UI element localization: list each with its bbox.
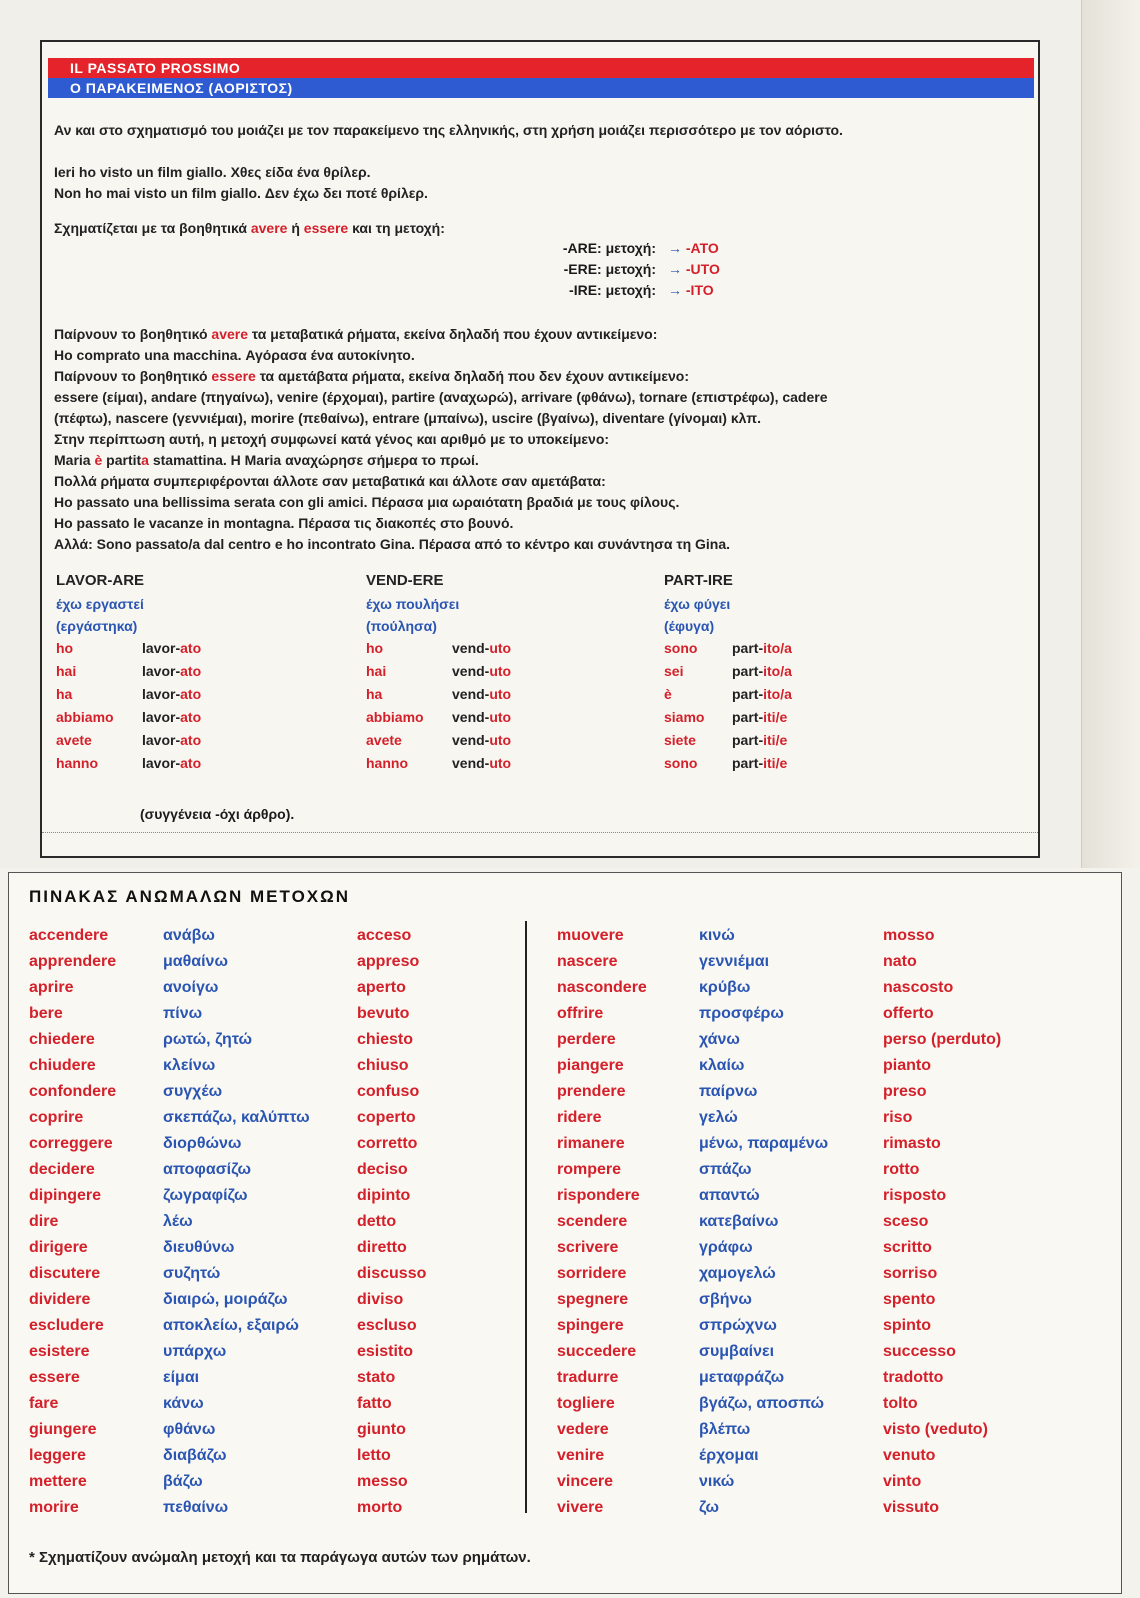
conj-ending: ato — [180, 663, 202, 679]
greek-meaning: ρωτώ, ζητώ — [163, 1031, 253, 1048]
footnote: * Σχηματίζουν ανώμαλη μετοχή και τα παράγωγα αυτών των ρημάτων. — [29, 1549, 531, 1566]
infinitive: prendere — [557, 1083, 626, 1100]
infinitive: succedere — [557, 1343, 637, 1360]
p3-post: τα αμετάβατα ρήματα, εκείνα δηλαδή που δεν έχουν αντικείμενο: — [255, 368, 689, 384]
right-greek — [699, 923, 828, 1521]
participle: perso (perduto) — [883, 1031, 1002, 1048]
dual-verbs-note: Πολλά ρήματα συμπεριφέρονται άλλοτε σαν μεταβατικά και άλλοτε σαν αμετάβατα: — [54, 473, 606, 489]
infinitive: bere — [29, 1005, 63, 1022]
formation-line — [54, 218, 445, 239]
dotted-divider — [42, 832, 1038, 833]
table-title: ΠΙΝΑΚΑΣ ΑΝΩΜΑΛΩΝ ΜΕΤΟΧΩΝ — [29, 887, 351, 906]
rule-result: -ATO — [685, 240, 719, 256]
participle: chiuso — [357, 1057, 409, 1074]
participle: sceso — [883, 1213, 929, 1230]
rule-result: -ITO — [685, 282, 714, 298]
conj-ending: uto — [489, 732, 512, 748]
conj-stem: vend- — [452, 663, 490, 679]
p7-ending: a — [141, 452, 149, 468]
infinitive: rompere — [557, 1161, 622, 1178]
greek-meaning: κινώ — [699, 927, 735, 944]
rule-ending: -IRE: μετοχή: — [569, 282, 656, 298]
conj-ending: ito/a — [763, 663, 792, 679]
conj-stem: part- — [732, 755, 764, 771]
conj-ending: ato — [180, 732, 202, 748]
infinitive: scrivere — [557, 1239, 619, 1256]
conj-stem: part- — [732, 663, 764, 679]
infinitive: nascere — [557, 953, 618, 970]
participle: letto — [357, 1447, 391, 1464]
conj-aux: sei — [664, 663, 684, 679]
conj-row — [664, 752, 792, 775]
greek-meaning: κλείνω — [163, 1057, 216, 1074]
conj-row — [664, 683, 792, 706]
participle: venuto — [883, 1447, 936, 1464]
infinitive: dire — [29, 1213, 59, 1230]
participle: morto — [357, 1499, 403, 1516]
conj-stem: lavor- — [142, 686, 181, 702]
conj-aux: ha — [56, 686, 73, 702]
greek-meaning: απαντώ — [699, 1187, 760, 1204]
conj-stem: part- — [732, 686, 764, 702]
greek-meaning: κάνω — [163, 1395, 204, 1412]
participle: offerto — [883, 1005, 934, 1022]
conj-aux: avete — [366, 732, 402, 748]
conj-greek: έχω πουλήσει — [366, 596, 460, 612]
conj-row — [664, 729, 792, 752]
infinitive: vincere — [557, 1473, 614, 1490]
conj-row — [366, 660, 511, 683]
conj-greek: έχω φύγει — [664, 596, 731, 612]
agreement-example — [54, 450, 479, 471]
greek-meaning: σβήνω — [699, 1291, 752, 1308]
participle: nato — [883, 953, 917, 970]
right-infinitives — [557, 923, 647, 1521]
greek-meaning: σκεπάζω, καλύπτω — [163, 1109, 310, 1126]
infinitive: discutere — [29, 1265, 101, 1282]
conjugation-vendere — [366, 572, 511, 775]
infinitive: leggere — [29, 1447, 86, 1464]
infinitive: dirigere — [29, 1239, 88, 1256]
participle-rules — [542, 238, 766, 301]
infinitive: dividere — [29, 1291, 91, 1308]
conj-row — [56, 683, 201, 706]
greek-meaning: γράφω — [699, 1239, 753, 1256]
conj-aux: ha — [366, 686, 383, 702]
infinitive: spingere — [557, 1317, 624, 1334]
greek-meaning: διευθύνω — [163, 1239, 235, 1256]
conj-stem: lavor- — [142, 732, 181, 748]
participle: fatto — [357, 1395, 392, 1412]
conj-ending: iti/e — [763, 755, 788, 771]
participle: preso — [883, 1083, 927, 1100]
greek-meaning: ανοίγω — [163, 979, 219, 996]
passato-prossimo-box — [40, 40, 1040, 858]
greek-meaning: μαθαίνω — [163, 953, 228, 970]
infinitive: mettere — [29, 1473, 87, 1490]
participle: riso — [883, 1109, 913, 1126]
p7-mid: partit — [102, 452, 142, 468]
conj-aux: ho — [56, 640, 74, 656]
conj-stem: lavor- — [142, 709, 181, 725]
infinitive: togliere — [557, 1395, 615, 1412]
conj-greek: έχω εργαστεί — [56, 596, 144, 612]
rule-row — [542, 280, 766, 301]
participle: diviso — [357, 1291, 404, 1308]
formation-pre: Σχηματίζεται με τα βοηθητικά — [54, 220, 251, 236]
infinitive: confondere — [29, 1083, 117, 1100]
infinitive: esistere — [29, 1343, 90, 1360]
infinitive: muovere — [557, 927, 624, 944]
conj-row — [56, 706, 201, 729]
infinitive: chiudere — [29, 1057, 96, 1074]
greek-meaning: γεννιέμαι — [699, 953, 770, 970]
infinitive: rimanere — [557, 1135, 625, 1152]
infinitive: vivere — [557, 1499, 604, 1516]
title-italian: IL PASSATO PROSSIMO — [70, 60, 241, 76]
greek-meaning: ζωγραφίζω — [163, 1187, 248, 1204]
essere-usage — [54, 366, 689, 387]
conj-ending: iti/e — [763, 709, 788, 725]
p7-aux: è — [94, 452, 103, 468]
conj-row — [664, 660, 792, 683]
greek-meaning: αποκλείω, εξαιρώ — [163, 1317, 299, 1334]
conj-greek-past: (πούλησα) — [366, 618, 437, 634]
greek-meaning: λέω — [163, 1213, 193, 1230]
participle: acceso — [357, 927, 412, 944]
greek-meaning: μεταφράζω — [699, 1369, 785, 1386]
conjugation-lavorare — [56, 572, 201, 775]
conj-ending: iti/e — [763, 732, 788, 748]
conj-ending: uto — [489, 663, 512, 679]
greek-meaning: κλαίω — [699, 1057, 745, 1074]
right-participles — [883, 923, 1001, 1521]
greek-meaning: χάνω — [699, 1031, 740, 1048]
conj-ending: ato — [180, 709, 202, 725]
conj-row — [664, 706, 792, 729]
infinitive: offrire — [557, 1005, 604, 1022]
conj-aux: siamo — [664, 709, 705, 725]
participle: successo — [883, 1343, 956, 1360]
participle: aperto — [357, 979, 406, 996]
conj-stem: vend- — [452, 709, 490, 725]
irregular-participles-table — [8, 872, 1122, 1594]
conj-ending: ato — [180, 640, 202, 656]
infinitive: tradurre — [557, 1369, 619, 1386]
participle: discusso — [357, 1265, 427, 1282]
conj-aux: hai — [366, 663, 387, 679]
greek-meaning: φθάνω — [163, 1421, 216, 1438]
example-2: Non ho mai visto un film giallo. Δεν έχω δει ποτέ θρίλερ. — [54, 185, 428, 201]
participle: risposto — [883, 1187, 947, 1204]
participle: scritto — [883, 1239, 932, 1256]
conj-stem: vend- — [452, 732, 490, 748]
formation-mid: ή — [287, 220, 304, 236]
infinitive: decidere — [29, 1161, 95, 1178]
greek-meaning: διαιρώ, μοιράζω — [163, 1291, 288, 1308]
greek-meaning: έρχομαι — [699, 1447, 759, 1464]
infinitive: apprendere — [29, 953, 117, 970]
formation-avere: avere — [250, 220, 288, 236]
essere-verbs-1: essere (είμαι), andare (πηγαίνω), venire (έρχομαι), partire (αναχωρώ), arrivare (φθάνω), tornare (επιστρέφω), cadere — [54, 389, 828, 405]
greek-meaning: είμαι — [163, 1369, 200, 1386]
participle: vissuto — [883, 1499, 940, 1516]
agreement-rule: Στην περίπτωση αυτή, η μετοχή συμφωνεί κατά γένος και αριθμό με το υποκείμενο: — [54, 431, 610, 447]
infinitive: chiedere — [29, 1031, 95, 1048]
conj-row — [56, 752, 201, 775]
conj-row — [56, 637, 201, 660]
conj-head: VEND-ERE — [366, 572, 444, 589]
conj-row — [664, 637, 792, 660]
participle: stato — [357, 1369, 396, 1386]
conj-greek-past: (εργάστηκα) — [56, 618, 138, 634]
infinitive: escludere — [29, 1317, 104, 1334]
greek-meaning: υπάρχω — [163, 1343, 227, 1360]
greek-meaning: πίνω — [163, 1005, 203, 1022]
infinitive: accendere — [29, 927, 109, 944]
greek-meaning: προσφέρω — [699, 1005, 784, 1022]
infinitive: nascondere — [557, 979, 647, 996]
conj-aux: abbiamo — [56, 709, 114, 725]
participle: pianto — [883, 1057, 931, 1074]
left-greek — [163, 923, 310, 1521]
conj-stem: part- — [732, 640, 764, 656]
participle: mosso — [883, 927, 935, 944]
participle: corretto — [357, 1135, 418, 1152]
conj-ending: uto — [489, 686, 512, 702]
greek-meaning: σπρώχνω — [699, 1317, 777, 1334]
arrow-icon: → — [668, 282, 682, 298]
p1-word: avere — [211, 326, 249, 342]
infinitive: coprire — [29, 1109, 84, 1126]
conj-row — [366, 637, 511, 660]
greek-meaning: κρύβω — [699, 979, 751, 996]
infinitive: sorridere — [557, 1265, 627, 1282]
rule-row — [542, 238, 766, 259]
participle: esistito — [357, 1343, 414, 1360]
participle: chiesto — [357, 1031, 414, 1048]
infinitive: perdere — [557, 1031, 616, 1048]
participle: deciso — [357, 1161, 408, 1178]
participle: tolto — [883, 1395, 918, 1412]
infinitive: dipingere — [29, 1187, 102, 1204]
conj-ending: ito/a — [763, 640, 792, 656]
infinitive: giungere — [29, 1421, 97, 1438]
greek-meaning: διορθώνω — [163, 1135, 242, 1152]
infinitive: morire — [29, 1499, 79, 1516]
left-participles — [357, 923, 426, 1521]
greek-meaning: διαβάζω — [163, 1447, 227, 1464]
conj-greek-past: (έφυγα) — [664, 618, 715, 634]
greek-meaning: αποφασίζω — [163, 1161, 252, 1178]
conj-aux: abbiamo — [366, 709, 424, 725]
formation-post: και τη μετοχή: — [348, 220, 445, 236]
conj-stem: lavor- — [142, 663, 181, 679]
infinitive: venire — [557, 1447, 605, 1464]
arrow-icon: → — [668, 261, 682, 277]
conj-aux: siete — [664, 732, 696, 748]
conjugation-partire — [664, 572, 792, 775]
greek-meaning: σπάζω — [699, 1161, 752, 1178]
conj-ending: uto — [489, 640, 512, 656]
example-1: Ieri ho visto un film giallo. Χθες είδα ένα θρίλερ. — [54, 164, 371, 180]
conj-stem: vend- — [452, 686, 490, 702]
greek-meaning: ανάβω — [163, 927, 215, 944]
greek-meaning: συγχέω — [163, 1083, 223, 1100]
rule-ending: -ERE: μετοχή: — [563, 261, 656, 277]
kinship-note: (συγγένεια -όχι άρθρο). — [140, 806, 295, 822]
participle: confuso — [357, 1083, 420, 1100]
p7-pre: Maria — [54, 452, 95, 468]
participle: detto — [357, 1213, 397, 1230]
greek-meaning: βλέπω — [699, 1421, 751, 1438]
conj-ending: ato — [180, 755, 202, 771]
rule-result: -UTO — [685, 261, 720, 277]
conj-row — [366, 683, 511, 706]
greek-meaning: βγάζω, αποσπώ — [699, 1395, 825, 1412]
participle: vinto — [883, 1473, 922, 1490]
conj-stem: vend- — [452, 755, 490, 771]
conj-row — [56, 729, 201, 752]
page-edge — [1081, 0, 1140, 868]
greek-meaning: συμβαίνει — [699, 1343, 775, 1360]
intro-text: Αν και στο σχηματισμό του μοιάζει με τον παρακείμενο της ελληνικής, στη χρήση μοιάζει περισσότερο με τον αόριστο. — [54, 122, 843, 138]
conj-aux: hanno — [366, 755, 408, 771]
title-band-blue — [48, 78, 1034, 98]
p3-word: essere — [211, 368, 256, 384]
rule-ending: -ARE: μετοχή: — [562, 240, 656, 256]
conj-stem: lavor- — [142, 640, 181, 656]
greek-meaning: γελώ — [699, 1109, 738, 1126]
conj-aux: sono — [664, 755, 698, 771]
formation-essere: essere — [303, 220, 349, 236]
participle: spento — [883, 1291, 936, 1308]
dual-example-1: Ho passato una bellissima serata con gli amici. Πέρασα μια ωραιότατη βραδιά με τους φίλους. — [54, 494, 680, 510]
conj-ending: uto — [489, 709, 512, 725]
participle: giunto — [357, 1421, 406, 1438]
participle: bevuto — [357, 1005, 410, 1022]
p3-pre: Παίρνουν το βοηθητικό — [54, 368, 212, 384]
greek-meaning: κατεβαίνω — [699, 1213, 779, 1230]
conj-ending: uto — [489, 755, 512, 771]
infinitive: essere — [29, 1369, 80, 1386]
conj-aux: avete — [56, 732, 92, 748]
participle: dipinto — [357, 1187, 411, 1204]
conj-stem: part- — [732, 709, 764, 725]
essere-verbs-2: (πέφτω), nascere (γεννιέμαι), morire (πεθαίνω), entrare (μπαίνω), uscire (βγαίνω), diventare (γίνομαι) κλπ. — [54, 410, 762, 426]
p1-post: τα μεταβατικά ρήματα, εκείνα δηλαδή που έχουν αντικείμενο: — [248, 326, 658, 342]
participle: nascosto — [883, 979, 954, 996]
infinitive: vedere — [557, 1421, 609, 1438]
participle: rotto — [883, 1161, 920, 1178]
greek-meaning: μένω, παραμένω — [699, 1135, 829, 1152]
participle: messo — [357, 1473, 408, 1490]
greek-meaning: πεθαίνω — [163, 1499, 229, 1516]
conj-row — [366, 729, 511, 752]
participle: escluso — [357, 1317, 417, 1334]
conj-row — [366, 752, 511, 775]
participle: coperto — [357, 1109, 416, 1126]
greek-meaning: χαμογελώ — [699, 1265, 776, 1282]
conj-ending: ito/a — [763, 686, 792, 702]
participle: rimasto — [883, 1135, 941, 1152]
greek-meaning: βάζω — [163, 1473, 203, 1490]
p7-post: stamattina. Η Maria αναχώρησε σήμερα το πρωί. — [148, 452, 479, 468]
dual-example-2: Ho passato le vacanze in montagna. Πέρασα τις διακοπές στο βουνό. — [54, 515, 514, 531]
conj-stem: part- — [732, 732, 764, 748]
conj-aux: hanno — [56, 755, 98, 771]
conj-aux: è — [664, 686, 672, 702]
conj-ending: ato — [180, 686, 202, 702]
left-infinitives — [29, 923, 116, 1521]
infinitive: scendere — [557, 1213, 628, 1230]
greek-meaning: ζω — [699, 1499, 719, 1516]
title-band-red — [48, 58, 1034, 78]
participle: sorriso — [883, 1265, 938, 1282]
conj-aux: hai — [56, 663, 77, 679]
dual-example-3: Αλλά: Sono passato/a dal centro e ho incontrato Gina. Πέρασα από το κέντρο και συνάντησα τη Gina. — [54, 536, 731, 552]
title-greek: Ο ΠΑΡΑΚΕΙΜΕΝΟΣ (ΑΟΡΙΣΤΟΣ) — [70, 80, 293, 96]
avere-example: Ho comprato una macchina. Αγόρασα ένα αυτοκίνητο. — [54, 347, 415, 363]
infinitive: fare — [29, 1395, 59, 1412]
conj-head: LAVOR-ARE — [56, 572, 145, 589]
rule-row — [542, 259, 766, 280]
conj-row — [56, 660, 201, 683]
conj-stem: vend- — [452, 640, 490, 656]
greek-meaning: νικώ — [699, 1473, 735, 1490]
infinitive: aprire — [29, 979, 74, 996]
conj-head: PART-IRE — [664, 572, 733, 589]
greek-meaning: παίρνω — [699, 1083, 758, 1100]
participle: appreso — [357, 953, 420, 970]
participle: visto (veduto) — [883, 1421, 988, 1438]
infinitive: piangere — [557, 1057, 624, 1074]
infinitive: spegnere — [557, 1291, 629, 1308]
infinitive: rispondere — [557, 1187, 640, 1204]
conj-aux: ho — [366, 640, 384, 656]
conj-stem: lavor- — [142, 755, 181, 771]
infinitive: ridere — [557, 1109, 602, 1126]
participle: diretto — [357, 1239, 407, 1256]
column-divider — [525, 921, 527, 1513]
avere-usage — [54, 324, 657, 345]
participle: spinto — [883, 1317, 931, 1334]
participle: tradotto — [883, 1369, 944, 1386]
p1-pre: Παίρνουν το βοηθητικό — [54, 326, 212, 342]
arrow-icon: → — [668, 240, 682, 256]
conj-aux: sono — [664, 640, 698, 656]
conj-row — [366, 706, 511, 729]
greek-meaning: συζητώ — [163, 1265, 221, 1282]
infinitive: correggere — [29, 1135, 113, 1152]
